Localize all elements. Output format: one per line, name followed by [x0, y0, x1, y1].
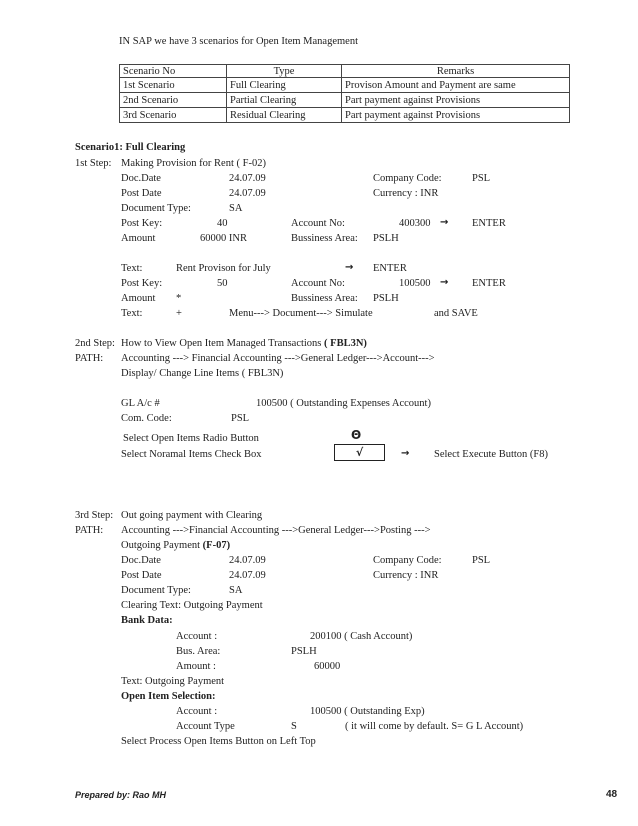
text-label: Text: — [121, 263, 143, 274]
com-code-label: Com. Code: — [121, 413, 172, 424]
currency-value: INR — [420, 188, 439, 199]
post-date-label: Post Date — [121, 570, 162, 581]
enter-text: ENTER — [373, 263, 407, 274]
step2-title-text: How to View Open Item Managed Transactions — [121, 338, 325, 349]
table-cell: Part payment against Provisions — [342, 93, 570, 108]
select-process-text: Select Process Open Items Button on Left Top — [121, 736, 316, 747]
checkbox-icon: √ — [334, 444, 385, 461]
gl-value: 100500 ( Outstanding Expenses Account) — [256, 398, 431, 409]
table-header-cell: Remarks — [342, 65, 570, 78]
amount-value: 60000 INR — [200, 233, 247, 244]
post-date-value: 24.07.09 — [229, 570, 266, 581]
gl-label: GL A/c # — [121, 398, 160, 409]
scenario-table — [119, 64, 570, 123]
enter-text: ENTER — [472, 278, 506, 289]
account-type-label: Account Type — [176, 721, 235, 732]
table-cell: Residual Clearing — [227, 108, 342, 123]
scenario-title: Scenario1: Full Clearing — [75, 142, 186, 153]
bank-data-heading: Bank Data: — [121, 615, 173, 626]
path-label: PATH: — [75, 353, 104, 364]
amount-label: Amount : — [176, 661, 216, 672]
account-label: Account : — [176, 706, 218, 717]
radio-button-icon: Θ — [351, 428, 362, 442]
step1-label: 1st Step: — [75, 158, 112, 169]
business-area-label: Bussiness Area: — [291, 233, 358, 244]
amount-label: Amount — [121, 233, 156, 244]
doc-type-value: SA — [229, 585, 243, 596]
text-value: + — [176, 308, 182, 319]
account-no-label: Account No: — [291, 218, 345, 229]
table-header-row — [120, 65, 570, 78]
step1-title: Making Provision for Rent ( F-02) — [121, 158, 266, 169]
table-row — [120, 93, 570, 108]
currency-label: Currency : — [373, 570, 421, 581]
doc-date-value: 24.07.09 — [229, 555, 266, 566]
company-code-value: PSL — [472, 173, 491, 184]
account-no-value: 400300 — [399, 218, 431, 229]
company-code-label: Company Code: — [373, 173, 442, 184]
bank-account-value: 200100 ( Cash Account) — [310, 631, 413, 642]
currency-line — [373, 187, 438, 200]
amount-label: Amount — [121, 293, 156, 304]
table-cell: Provison Amount and Payment are same — [342, 78, 570, 93]
menu-path: Menu---> Document---> Simulate — [229, 308, 373, 319]
post-date-label: Post Date — [121, 188, 162, 199]
table-cell: Full Clearing — [227, 78, 342, 93]
text-value: Rent Provison for July — [176, 263, 271, 274]
table-cell: Part payment against Provisions — [342, 108, 570, 123]
amount-value: * — [176, 293, 182, 304]
table-header-cell: Type — [227, 65, 342, 78]
doc-type-label: Document Type: — [121, 585, 191, 596]
table-cell: Partial Clearing — [227, 93, 342, 108]
post-key-value: 50 — [217, 278, 228, 289]
right-arrow-icon: → — [401, 448, 410, 459]
path-text: Outgoing Payment — [121, 540, 203, 551]
business-area-label: Bussiness Area: — [291, 293, 358, 304]
step2-title — [121, 337, 367, 350]
currency-label: Currency : — [373, 188, 421, 199]
execute-text: Select Execute Button (F8) — [434, 449, 549, 460]
step3-title: Out going payment with Clearing — [121, 510, 263, 521]
currency-line — [373, 569, 438, 582]
com-code-value: PSL — [231, 413, 250, 424]
save-text: and SAVE — [434, 308, 478, 319]
account-type-value: S — [291, 721, 297, 732]
path-label: PATH: — [75, 525, 104, 536]
account-no-label: Account No: — [291, 278, 345, 289]
text-line: Text: Outgoing Payment — [121, 676, 225, 687]
post-date-value: 24.07.09 — [229, 188, 266, 199]
right-arrow-icon: → — [440, 277, 449, 288]
right-arrow-icon: → — [345, 262, 354, 273]
open-item-selection-heading: Open Item Selection: — [121, 691, 216, 702]
account-no-value: 100500 — [399, 278, 431, 289]
currency-value: INR — [420, 570, 439, 581]
account-type-note: ( it will come by default. S= G L Account) — [345, 721, 524, 732]
right-arrow-icon: → — [440, 217, 449, 228]
select-normal-text: Select Noramal Items Check Box — [121, 449, 262, 460]
table-cell: 3rd Scenario — [120, 108, 227, 123]
path-code: (F-07) — [202, 540, 231, 551]
post-key-value: 40 — [217, 218, 228, 229]
account-label: Account : — [176, 631, 218, 642]
oi-account-value: 100500 ( Outstanding Exp) — [310, 706, 425, 717]
path-line — [121, 539, 230, 552]
business-area-value: PSLH — [373, 293, 399, 304]
step2-label: 2nd Step: — [75, 338, 115, 349]
path-line: Accounting ---> Financial Accounting --->General Ledger--->Account---> — [121, 353, 435, 364]
table-header-cell: Scenario No — [120, 65, 227, 78]
path-line: Accounting --->Financial Accounting --->General Ledger--->Posting ---> — [121, 525, 431, 536]
doc-date-label: Doc.Date — [121, 555, 161, 566]
doc-date-value: 24.07.09 — [229, 173, 266, 184]
table-row — [120, 108, 570, 123]
company-code-value: PSL — [472, 555, 491, 566]
amount-value: 60000 — [314, 661, 341, 672]
post-key-label: Post Key: — [121, 278, 163, 289]
footer-prepared-by: Prepared by: Rao MH — [75, 790, 167, 800]
page-number: 48 — [606, 789, 618, 800]
doc-date-label: Doc.Date — [121, 173, 161, 184]
post-key-label: Post Key: — [121, 218, 163, 229]
step3-label: 3rd Step: — [75, 510, 114, 521]
table-cell: 1st Scenario — [120, 78, 227, 93]
step2-title-code: ( FBL3N) — [324, 338, 367, 349]
intro-text: IN SAP we have 3 scenarios for Open Item Management — [119, 36, 358, 47]
bus-area-label: Bus. Area: — [176, 646, 221, 657]
path-line: Display/ Change Line Items ( FBL3N) — [121, 368, 284, 379]
doc-type-value: SA — [229, 203, 243, 214]
clearing-text: Clearing Text: Outgoing Payment — [121, 600, 263, 611]
table-row — [120, 78, 570, 93]
enter-text: ENTER — [472, 218, 506, 229]
table-cell: 2nd Scenario — [120, 93, 227, 108]
bus-area-value: PSLH — [291, 646, 317, 657]
text-label: Text: — [121, 308, 143, 319]
select-open-text: Select Open Items Radio Button — [123, 433, 259, 444]
business-area-value: PSLH — [373, 233, 399, 244]
company-code-label: Company Code: — [373, 555, 442, 566]
doc-type-label: Document Type: — [121, 203, 191, 214]
